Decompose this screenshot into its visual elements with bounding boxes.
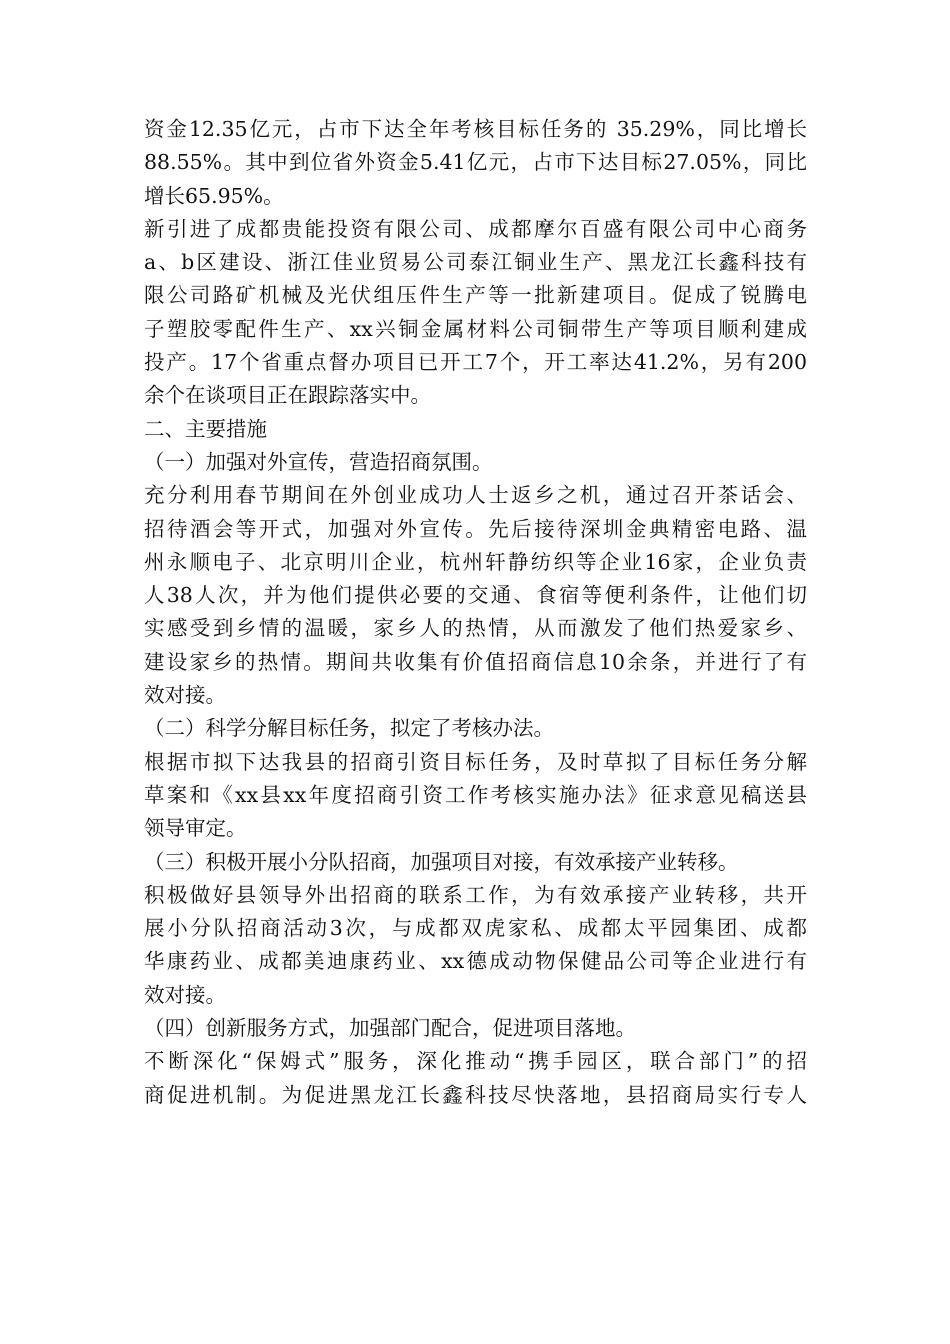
text-line: 根据市拟下达我县的招商引资目标任务，及时草拟了目标任务分解: [144, 749, 807, 774]
text-line: 不断深化“保姆式”服务，深化推动“携手园区，联合部门”的招: [144, 1049, 807, 1074]
text-line: 人38人次，并为他们提供必要的交通、食宿等便利条件，让他们切: [144, 583, 807, 608]
text-line: a、b区建设、浙江佳业贸易公司泰江铜业生产、黑龙江长鑫科技有: [144, 250, 807, 275]
text-line: 88.55%。其中到位省外资金5.41亿元，占市下达目标27.05%，同比: [144, 150, 807, 175]
text-line: 实感受到乡情的温暖，家乡人的热情，从而激发了他们热爱家乡、: [144, 616, 807, 641]
text-line: 效对接。: [144, 982, 226, 1007]
text-line: 效对接。: [144, 683, 226, 708]
text-line: 积极做好县领导外出招商的联系工作，为有效承接产业转移，共开: [144, 882, 807, 907]
text-line: 领导审定。: [144, 816, 247, 841]
text-line: 商促进机制。为促进黑龙江长鑫科技尽快落地，县招商局实行专人: [144, 1082, 807, 1107]
text-line: 展小分队招商活动3次，与成都双虎家私、成都太平园集团、成都: [144, 916, 807, 941]
text-line: （四）创新服务方式，加强部门配合，促进项目落地。: [144, 1016, 636, 1041]
text-line: 余个在谈项目正在跟踪落实中。: [144, 383, 431, 408]
document-body: [144, 113, 807, 1112]
text-line: （一）加强对外宣传，营造招商氛围。: [144, 449, 493, 474]
text-line: 草案和《xx县xx年度招商引资工作考核实施办法》征求意见稿送县: [144, 782, 807, 807]
text-line: 华康药业、成都美迪康药业、xx德成动物保健品公司等企业进行有: [144, 949, 807, 974]
text-line: 州永顺电子、北京明川企业，杭州轩静纺织等企业16家，企业负责: [144, 549, 807, 574]
text-line: 资金12.35亿元，占市下达全年考核目标任务的 35.29%，同比增长: [144, 117, 807, 141]
text-line: 充分利用春节期间在外创业成功人士返乡之机，通过召开茶话会、: [144, 483, 807, 508]
text-line: 招待酒会等开式，加强对外宣传。先后接待深圳金典精密电路、温: [144, 516, 807, 541]
text-line: 建设家乡的热情。期间共收集有价值招商信息10余条，并进行了有: [144, 649, 807, 674]
text-line: 新引进了成都贵能投资有限公司、成都摩尔百盛有限公司中心商务: [144, 216, 807, 241]
text-line: 子塑胶零配件生产、xx兴铜金属材料公司铜带生产等项目顺利建成: [144, 316, 807, 341]
text-line: 增长65.95%。: [144, 183, 284, 208]
text-line: （三）积极开展小分队招商，加强项目对接，有效承接产业转移。: [144, 849, 739, 874]
text-line: 投产。17个省重点督办项目已开工7个，开工率达41.2%，另有200: [144, 350, 807, 375]
text-line: 二、主要措施: [144, 416, 267, 441]
text-line: 限公司路矿机械及光伏组压件生产等一批新建项目。促成了锐腾电: [144, 283, 807, 308]
text-line: （二）科学分解目标任务，拟定了考核办法。: [144, 716, 554, 741]
